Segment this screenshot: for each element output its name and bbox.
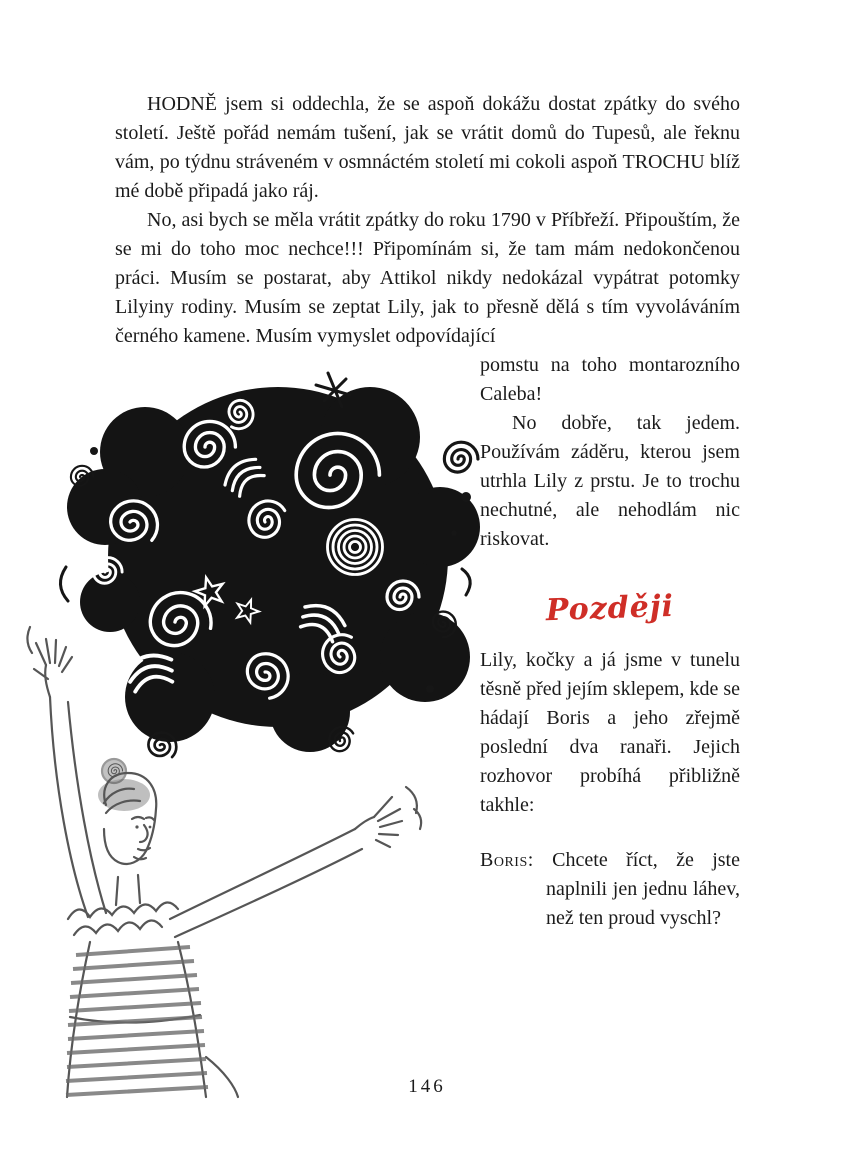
paragraph-1: HODNĚ jsem si oddechla, že se aspoň dokážu dostat zpátky do svého století. Ještě pořád nemám tušení, jak se vrátit domů do Tupesů, ale řeknu vám, po týdnu stráveném v osmnáctém století mi cokoli aspoň TROCHU blíž mé době připadá jako ráj. — [115, 93, 740, 202]
dialogue-line — [480, 846, 740, 933]
dialogue-text: Chcete říct, že jste naplnili jen jednu láhev, než ten proud vyschl? — [546, 849, 740, 929]
paragraph-2-full-width: No, asi bych se měla vrátit zpátky do roku 1790 v Příbřeží. Připouštím, že se mi do toho moc nechce!!! Připomínám si, že tam mám nedokončenou práci. Musím se postarat, aby Attikol nikdy nedokázal vypátrat potomky Lilyiny rodiny. Musím se zeptat Lily, jak to přesně dělá s tím vyvoláváním černého kamene. Musím vymyslet odpovídající — [115, 209, 740, 347]
paragraph-2-continued: pomstu na toho montarozního Caleba! — [480, 354, 740, 405]
image-and-text-row — [10, 351, 740, 1101]
page-number: 146 — [408, 1076, 446, 1097]
paragraph-3: No dobře, tak jedem. Používám záděru, kterou jsem utrhla Lily z prstu. Je to trochu nechutné, ale nehodlám nic riskovat. — [480, 412, 740, 550]
dialogue-speaker: Boris: — [480, 849, 534, 871]
section-heading-later: Později — [545, 588, 675, 629]
paragraph-4: Lily, kočky a já jsme v tunelu těsně před jejím sklepem, kde se hádají Boris a jeho zřejmě poslední dva ranaři. Jejich rozhovor probíhá přibližně takhle: — [480, 649, 740, 816]
swirl-orb-illustration — [10, 351, 480, 1101]
illustration-svg — [10, 357, 480, 1101]
wrapped-text-column — [480, 351, 740, 933]
